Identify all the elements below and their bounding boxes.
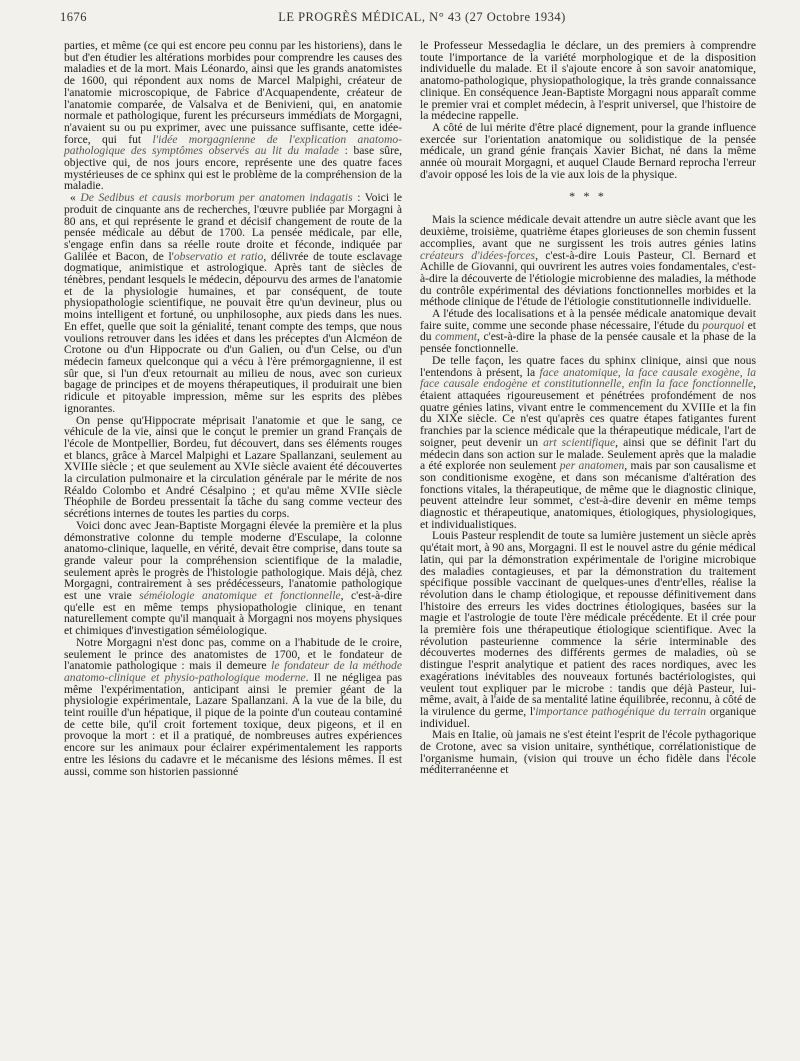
left-paragraph-1: parties, et même (ce qui est encore peu connu par les historiens), dans le but d'en étudier les altérations morbides pour comprendre les causes des maladies et de la mort. Mais Léonardo, ainsi que les grands anatomistes de 1600, qui répondent aux noms de Marcel Malpighi, créateur de l'anatomie microscopique, de Fabrice d'Acquapendente, créateur de l'anatomie comparée, de Valsalva et de Benivieni, qui, en anatomie normale et pathologique, furent les précurseurs immédiats de Morgagni, n'avaient su ou pu exprimer, avec une puissance suffisante, cette idée-force, qui fut l'idée morgagnienne de l'explication anatomo-pathologique des symptômes observés au lit du malade : base sûre, objective qui, de nos jours encore, représente une des quatre faces mystérieuses de ce sphinx qui est le problème de la compréhension de la maladie. xyxy=(64,39,402,193)
right-paragraph-5: De telle façon, les quatre faces du sphinx clinique, ainsi que nous l'entendons à présent, la face anatomique, la face causale exogène, la face causale endogène et constitutionnelle, enfin la face fonctionnelle, étaient attaquées rigoureusement et pénétrées profondément de nos quatre génies latins, vivant entre le commencement du XVIIIe et la fin du XIXe siècle. Ce n'est qu'après ces quatre étapes fatigantes furent franchies par la science médicale que la thérapeutique médicale, l'art de soigner, peut devenir un art scientifique, ainsi que se définit l'art du médecin dans son action sur le malade. Seulement après que la maladie a été explorée non seulement per anatomen, mais par son causalisme et son conditionisme exogène, et dans son mécanisme d'altération des fonctions vitales, la thérapeutique, de même que le diagnostic clinique, peuvent atteindre leur sommet, c'est-à-dire devenir en même temps diagnostic et thérapeutique, anatomiques, étiologiques, physiologiques, et individualistiques. xyxy=(420,353,757,531)
section-separator: * * * xyxy=(569,189,607,204)
left-paragraph-4: Voici donc avec Jean-Baptiste Morgagni élevée la première et la plus démonstrative colonne du temple moderne d'Esculape, la colonne anatomo-clinique, laquelle, en vérité, devait être comprise, dans toute sa grande valeur pour la compréhension scientifique de la maladie, seulement après le progrès de l'histologie pathologique. Mais déjà, chez Morgagni, contrairement à ses prédécesseurs, l'anatomie pathologique est une vraie séméiologie anatomique et fonctionnelle, c'est-à-dire qu'elle est en même temps physiopathologie clinique, en tenant naturellement compte qu'il manquait à Morgagni nos moyens physiques et chimiques d'investigation séméiologique. xyxy=(64,518,402,638)
running-title: LE PROGRÈS MÉDICAL, N° 43 (27 Octobre 1934) xyxy=(278,10,566,24)
left-paragraph-5: Notre Morgagni n'est donc pas, comme on a l'habitude de le croire, seulement le prince des anatomistes de 1700, et le fondateur de l'anatomie pathologique : mais il demeure le fondateur de la méthode anatomo-clinique et physio-pathologique moderne. Il ne négligea pas même l'expérimentation, anticipant ainsi le premier géant de la physiologie expérimentale, Lazare Spallanzani. A la vue de la bile, du teint rouille d'un hépatique, il pique de la pointe d'un couteau contaminé de cette bile, qu'il croit fortement toxique, deux pigeons, et il en provoque la mort : et il a pratiqué, de nombreuses autres expériences encore sur les animaux pour éclairer expérimentalement les rapports entre les lésions du cadavre et le mécanisme des lésions mêmes. Il est aussi, comme son historien passionné xyxy=(64,635,402,778)
running-header xyxy=(60,8,784,30)
right-paragraph-7: Mais en Italie, où jamais ne s'est éteint l'esprit de l'école pythagorique de Crotone, avec sa vision unitaire, synthétique, corrélationistique de l'organisme humain, (vision qui trouve un écho fidèle dans l'école méditerranéenne et xyxy=(420,728,756,777)
left-paragraph-3: On pense qu'Hippocrate méprisait l'anatomie et que le sang, ce véhicule de la vie, ainsi que le conçut le premier un grand Français de l'école de Montpellier, Bordeu, fut découvert, dans ses éléments rouges et blancs, grâce à Marcel Malpighi et Lazare Spallanzani, seulement au XVIIIe siècle ; et que seulement au XVIe siècle avaient été découvertes la circulation pulmonaire et la circulation générale par le mérite de nos Réaldo Colombo et André Césalpino ; et qu'au même XVIIe siècle Théophile de Bordeu pressentait la tâche du sang comme vecteur des sécrétions internes de toutes les parties du corps. xyxy=(64,413,402,521)
left-paragraph-2: « De Sedibus et causis morborum per anatomen indagatis : Voici le produit de cinquante ans de recherches, l'œuvre publiée par Morgagni à 80 ans, et qui représente le grand et décisif changement de route de la pensée médicale au début de 1700. La pensée médicale, par elle, s'engage enfin dans sa réelle route droite et féconde, indiquée par Galilée et Bacon, de l'observatio et ratio, délivrée de toute esclavage dogmatique, animistique et astrologique. Après tant de siècles de ténèbres, pendant lesquels le médecin, dépourvu des armes de l'anatomie et de la physiologie humaines, et par conséquent, de toute physiopathologie scientifique, ne pouvait être qu'un devineur, plus ou moins intelligent et fortuné, ou unphilosophe, aux pieds dans les nues. En effet, quelle que soit la génialité, tenant compte des temps, que nous voulions retrouver dans les idées et dans les préceptes d'un Alcméon de Crotone ou d'un Hippocrate ou d'un Galien, ou d'un Celse, ou d'un médecin fameux quelconque qui a vécu à l'ère prémorgagnienne, il est sûr que, si l'un d'eux retournait au milieu de nous, avec son curieux bagage de principes et de moyens thérapeutiques, il produirait une bien ridicule et pitoyable impression, même sur les esprits des plèbes ignorantes. xyxy=(64,191,402,415)
right-paragraph-6: Louis Pasteur resplendit de toute sa lumière justement un siècle après qu'était mort, à 90 ans, Morgagni. Il est le nouvel astre du génie médical latin, qui par la démonstration expérimentale de l'origine microbique des maladies contagieuses, et par la démonstration du traitement spécifique possible vaccinant de quelques-unes d'entr'elles, réalise la révolution dans le champ étiologique, et repousse définitivement dans l'histoire des erreurs les vides doctrines étiologiques, basées sur la magie et l'astrologie de toute l'ère médicale précédente. Et il crée pour la première fois une thérapeutique étiologique scientifique. Avec la révolution pasteurienne commence la série interminable des découvertes modernes des différents germes de maladies, où se distingue l'esprit analytique et patient des races nordiques, avec les exagérations inévitables des nouveaux fortunés bactériologistes, qui veulent tout expliquer par le microbe : tandis que déjà Pasteur, lui-même, avait, à l'aide de sa mentalité latine équilibrée, reconnu, à côté de la virulence du germe, l'importance pathogénique du terrain organique individuel. xyxy=(420,529,756,730)
right-paragraph-2: A côté de lui mérite d'être placé dignement, pour la grande influence exercée sur l'orientation anatomique ou solidistique de la pensée médicale, un grand génie français Xavier Bichat, né dans la même année où mourait Morgagni, et auquel Claude Bernard reprocha l'erreur d'avoir opposé les lois de la vie aux lois de la physique. xyxy=(420,120,756,181)
left-column xyxy=(64,40,402,777)
right-paragraph-4: A l'étude des localisations et à la pensée médicale anatomique devait faire suite, comme une seconde phase nécessaire, l'étude du pourquoi et du comment, c'est-à-dire la phase de la pensée causale et la phase de la pensée fonctionnelle. xyxy=(420,307,756,356)
right-paragraph-3: Mais la science médicale devait attendre un autre siècle avant que les deuxième, troisième, quatrième étapes glorieuses de son chemin fussent accomplies, avant que ne surgissent les trois autres génies latins créateurs d'idées-forces, c'est-à-dire Louis Pasteur, Cl. Bernard et Achille de Giovanni, qui ouvrirent les autres voies fondamentales, c'est-à-dire la découverte de l'étiologie microbienne des maladies, la méthode du contrôle expérimental des déviations fonctionnelles morbides et la méthode clinique de l'étude de l'étiologie constitutionnelle individuelle. xyxy=(420,213,756,309)
page-number: 1676 xyxy=(60,10,87,24)
right-column xyxy=(420,40,756,776)
right-paragraph-1: le Professeur Messedaglia le déclare, un des premiers à comprendre toute l'importance de la variété morphologique et de la disposition individuelle du malade. Et il s'ajoute encore à son savoir anatomique, anatomo-pathologique, physiopathologique, la très grande connaissance clinique. En conséquence Jean-Baptiste Morgagni nous apparaît comme le premier vrai et complet médecin, à l'esprit universel, que l'histoire de la médecine rappelle. xyxy=(420,39,756,123)
